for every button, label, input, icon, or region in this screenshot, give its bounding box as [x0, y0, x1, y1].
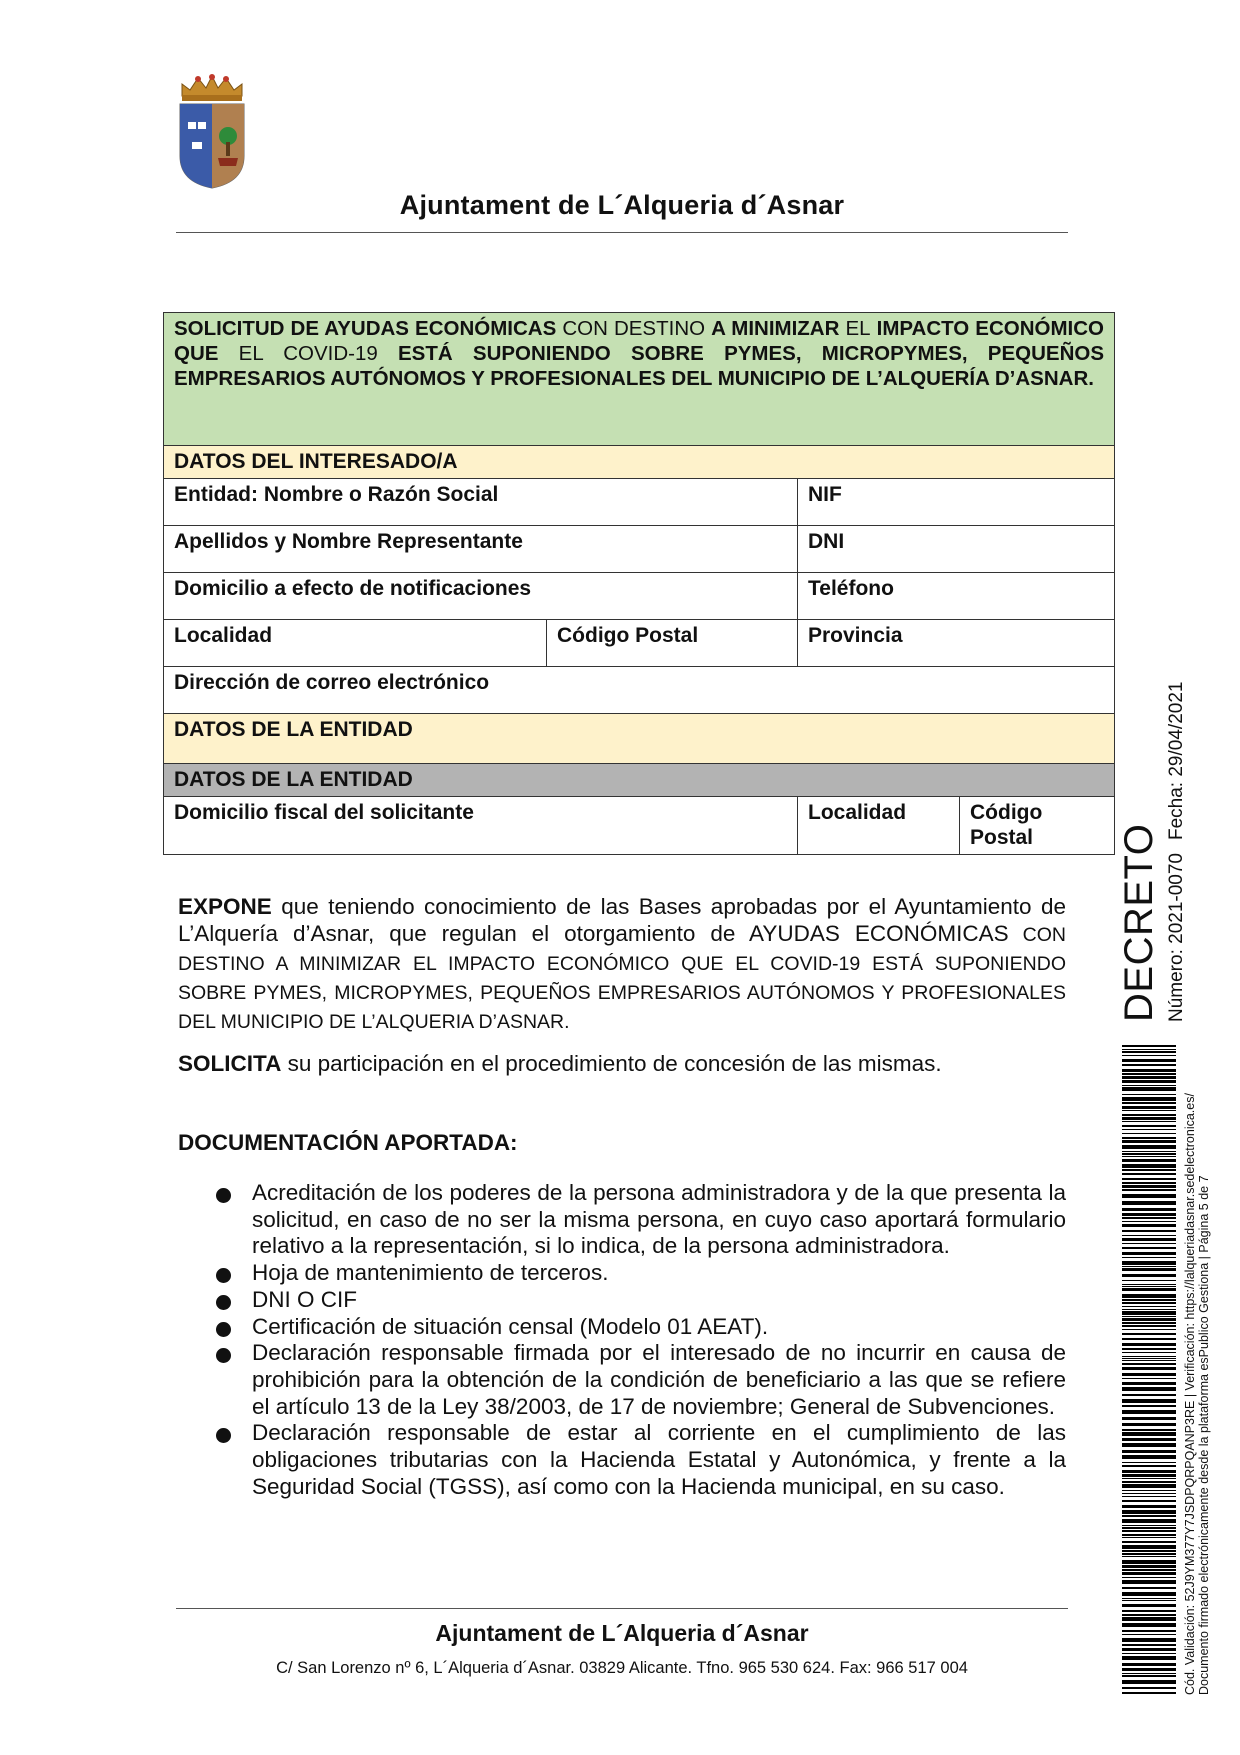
field-telefono: Teléfono: [798, 573, 1115, 620]
field-apellidos: Apellidos y Nombre Representante: [164, 526, 798, 573]
footer-address: C/ San Lorenzo nº 6, L´Alqueria d´Asnar. 03829 Alicante. Tfno. 965 530 624. Fax: 966 517 004: [276, 1659, 968, 1677]
application-form-table: [163, 312, 1115, 855]
documentation-list: [214, 1180, 1066, 1500]
bullet-icon: [216, 1188, 231, 1203]
header-title: Ajuntament de L´Alqueria d´Asnar: [399, 190, 845, 220]
list-item: Hoja de mantenimiento de terceros.: [214, 1260, 1066, 1287]
bullet-icon: [216, 1348, 231, 1363]
list-item: Certificación de situación censal (Modelo 01 AEAT).: [214, 1314, 1066, 1341]
solicita-paragraph: SOLICITA su participación en el procedimiento de concesión de las mismas.: [178, 1051, 942, 1076]
field-entidad: Entidad: Nombre o Razón Social: [164, 479, 798, 526]
header-divider: [176, 232, 1068, 233]
field-nif: NIF: [798, 479, 1115, 526]
field-localidad: Localidad: [164, 620, 547, 667]
coat-of-arms-logo: [176, 74, 248, 190]
form-title: SOLICITUD DE AYUDAS ECONÓMICAS CON DESTINO A MINIMIZAR EL IMPACTO ECONÓMICO QUE EL COVID-19 ESTÁ SUPONIENDO SOBRE PYMES, MICROPYMES, PEQUEÑOS EMPRESARIOS AUTÓNOMOS Y PROFESIONALES DEL MUNICIPIO DE L’ALQUERÍA D’ASNAR.: [164, 313, 1115, 446]
footer-divider: [176, 1608, 1068, 1609]
field-dni: DNI: [798, 526, 1115, 573]
section-interesado: DATOS DEL INTERESADO/A: [164, 446, 1115, 479]
field-codigo-postal: Código Postal: [547, 620, 798, 667]
section-entidad-grey: DATOS DE LA ENTIDAD: [164, 764, 1115, 797]
bullet-icon: [216, 1295, 231, 1310]
list-item: Acreditación de los poderes de la persona administradora y de la que presenta la solicitud, en caso de no ser la misma persona, en cuyo caso aportará formulario relativo a la representación, si lo indica, de la persona administradora.: [214, 1180, 1066, 1260]
list-item: Declaración responsable de estar al corriente en el cumplimiento de las obligaciones tributarias con la Hacienda Estatal y Autonómica, y frente a la Seguridad Social (TGSS), así como con la Hacienda municipal, en su caso.: [214, 1420, 1066, 1500]
decreto-stamp: DECRETO: [1117, 823, 1161, 1022]
field-domicilio-fiscal: Domicilio fiscal del solicitante: [164, 797, 798, 855]
footer-title: Ajuntament de L´Alqueria d´Asnar: [435, 1620, 809, 1646]
list-item: Declaración responsable firmada por el interesado de no incurrir en causa de prohibición para la obtención de la condición de beneficiario a las que se refiere el artículo 13 de la Ley 38/2003, de 17 de noviembre; General de Subvenciones.: [214, 1340, 1066, 1420]
decreto-date: Fecha: 29/04/2021: [1166, 681, 1187, 840]
field-localidad-entidad: Localidad: [798, 797, 960, 855]
field-correo: Dirección de correo electrónico: [164, 667, 1115, 714]
expone-paragraph: EXPONE que teniendo conocimiento de las Bases aprobadas por el Ayuntamiento de L’Alquería d’Asnar, que regulan el otorgamiento de AYUDAS ECONÓMICAS CON DESTINO A MINIMIZAR EL IMPACTO ECONÓMICO QUE EL COVID-19 ESTÁ SUPONIENDO SOBRE PYMES, MICROPYMES, PEQUEÑOS EMPRESARIOS AUTÓNOMOS Y PROFESIONALES DEL MUNICIPIO DE L’ALQUERIA D’ASNAR.: [178, 894, 1067, 1033]
section-entidad: DATOS DE LA ENTIDAD: [164, 714, 1115, 764]
validation-text: Cód. Validación: 52J9YM377Y7JSDPQRPQANP3RE | Verificación: https://lalqueriadasnar.sedelectronica.es/ Documento firmado electrónicamente desde la plataforma esPublico Gestiona | Página 5 de 7: [1183, 1093, 1211, 1695]
field-codigo-postal-entidad: Código Postal: [960, 797, 1115, 855]
list-item: DNI O CIF: [214, 1287, 1066, 1314]
decreto-number: Número: 2021-0070: [1166, 853, 1187, 1022]
bullet-icon: [216, 1428, 231, 1443]
field-domicilio: Domicilio a efecto de notificaciones: [164, 573, 798, 620]
bullet-icon: [216, 1322, 231, 1337]
documentation-heading: DOCUMENTACIÓN APORTADA:: [178, 1130, 518, 1155]
bullet-icon: [216, 1268, 231, 1283]
field-provincia: Provincia: [798, 620, 1115, 667]
barcode-icon: [1122, 1045, 1176, 1695]
